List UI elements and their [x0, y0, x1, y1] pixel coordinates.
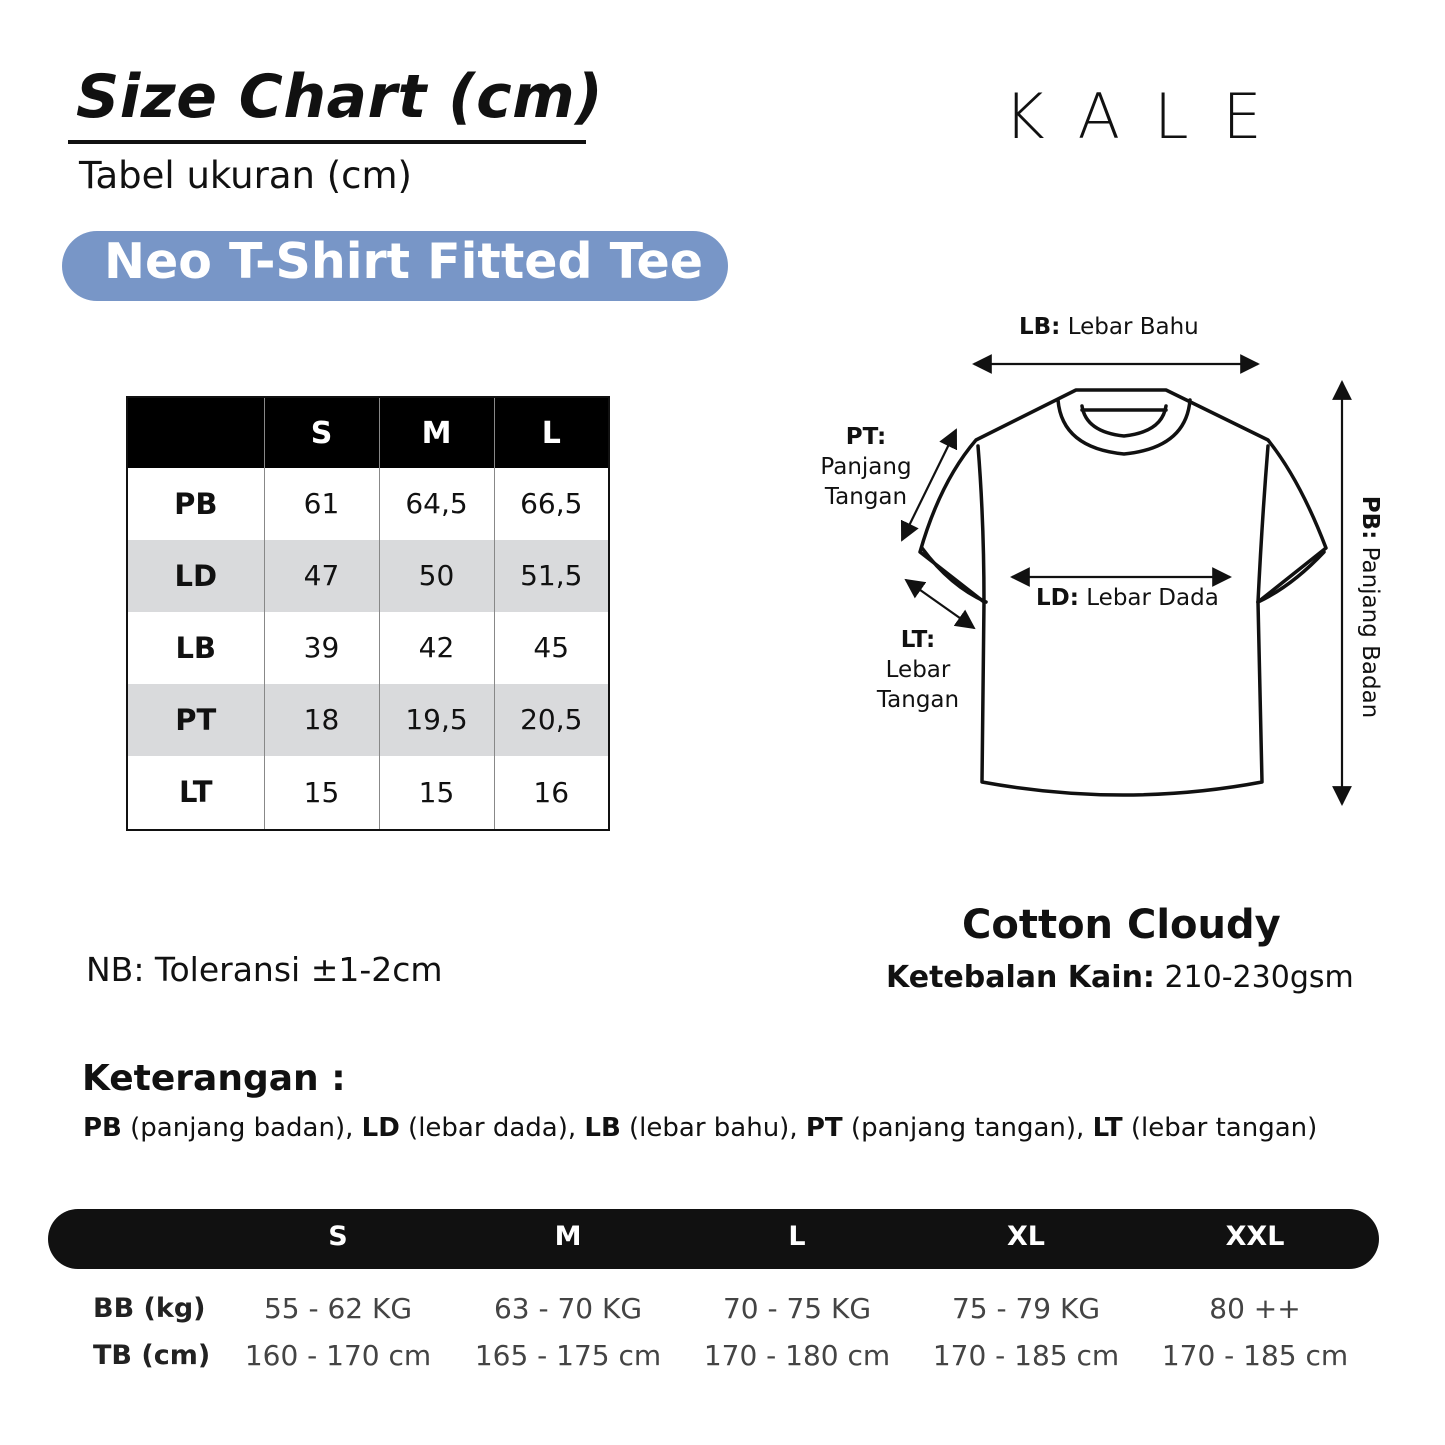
fit-cell: 75 - 79 KG	[951, 1292, 1101, 1325]
fit-cell: 70 - 75 KG	[722, 1292, 872, 1325]
row-label: LB	[127, 612, 264, 684]
legend-title: Keterangan :	[82, 1058, 346, 1099]
fit-size-s: S	[328, 1221, 348, 1252]
row-label: PT	[127, 684, 264, 756]
fabric-name: Cotton Cloudy	[962, 902, 1281, 948]
product-name: Neo T-Shirt Fitted Tee	[104, 233, 704, 290]
fit-cell: 170 - 185 cm	[1161, 1339, 1349, 1372]
table-cell: 47	[264, 540, 379, 612]
fit-row-label-height: TB (cm)	[93, 1340, 211, 1371]
pt-label: PT: Panjang Tangan	[820, 424, 912, 510]
table-cell: 66,5	[520, 487, 583, 521]
legend-definitions: PB (panjang badan), LD (lebar dada), LB (lebar bahu), PT (panjang tangan), LT (lebar tangan)	[83, 1113, 1318, 1143]
fit-row-label-weight: BB (kg)	[93, 1293, 206, 1324]
column-header-m: M	[379, 397, 494, 468]
brand-logo: KALE	[1004, 80, 1296, 153]
table-cell: 16	[533, 775, 570, 809]
fit-cell: 165 - 175 cm	[474, 1339, 662, 1372]
fit-size-m: M	[554, 1221, 582, 1252]
pb-label: PB: Panjang Badan	[1357, 495, 1383, 719]
table-cell: 64,5	[379, 468, 494, 540]
column-header-l: L	[494, 397, 609, 468]
table-cell: 19,5	[379, 684, 494, 756]
fit-cell: 63 - 70 KG	[493, 1292, 643, 1325]
tolerance-note: NB: Toleransi ±1-2cm	[86, 950, 443, 989]
fit-size-xxl: XXL	[1225, 1221, 1285, 1252]
lt-label: LT: Lebar Tangan	[876, 627, 960, 713]
ld-label: LD: Lebar Dada	[1036, 585, 1219, 611]
table-cell: 45	[533, 631, 570, 665]
fit-size-xl: XL	[1006, 1221, 1046, 1252]
row-label: LT	[127, 756, 264, 830]
fit-cell: 160 - 170 cm	[244, 1339, 432, 1372]
table-cell: 18	[264, 684, 379, 756]
fit-size-l: L	[788, 1221, 806, 1252]
table-cell: 20,5	[494, 684, 609, 756]
table-cell: 15	[264, 756, 379, 830]
table-cell: 51,5	[494, 540, 609, 612]
table-cell: 39	[264, 612, 379, 684]
fit-cell: 170 - 180 cm	[703, 1339, 891, 1372]
row-label: LD	[127, 540, 264, 612]
column-header-s: S	[264, 397, 379, 468]
table-cell: 61	[264, 468, 379, 540]
fabric-thickness: Ketebalan Kain: 210-230gsm	[886, 960, 1354, 995]
measurement-arrows	[902, 364, 1342, 804]
fit-cell: 80 ++	[1209, 1292, 1301, 1325]
table-cell: 42	[379, 612, 494, 684]
fit-cell: 170 - 185 cm	[932, 1339, 1120, 1372]
lb-label: LB: Lebar Bahu	[1019, 314, 1199, 340]
page-subtitle: Tabel ukuran (cm)	[79, 154, 412, 197]
row-label: PB	[127, 468, 264, 540]
page-title: Size Chart (cm)	[76, 62, 604, 132]
fit-cell: 55 - 62 KG	[263, 1292, 413, 1325]
table-cell: 50	[379, 540, 494, 612]
fit-guide-header-bar	[48, 1209, 1379, 1269]
table-cell: 15	[379, 756, 494, 830]
